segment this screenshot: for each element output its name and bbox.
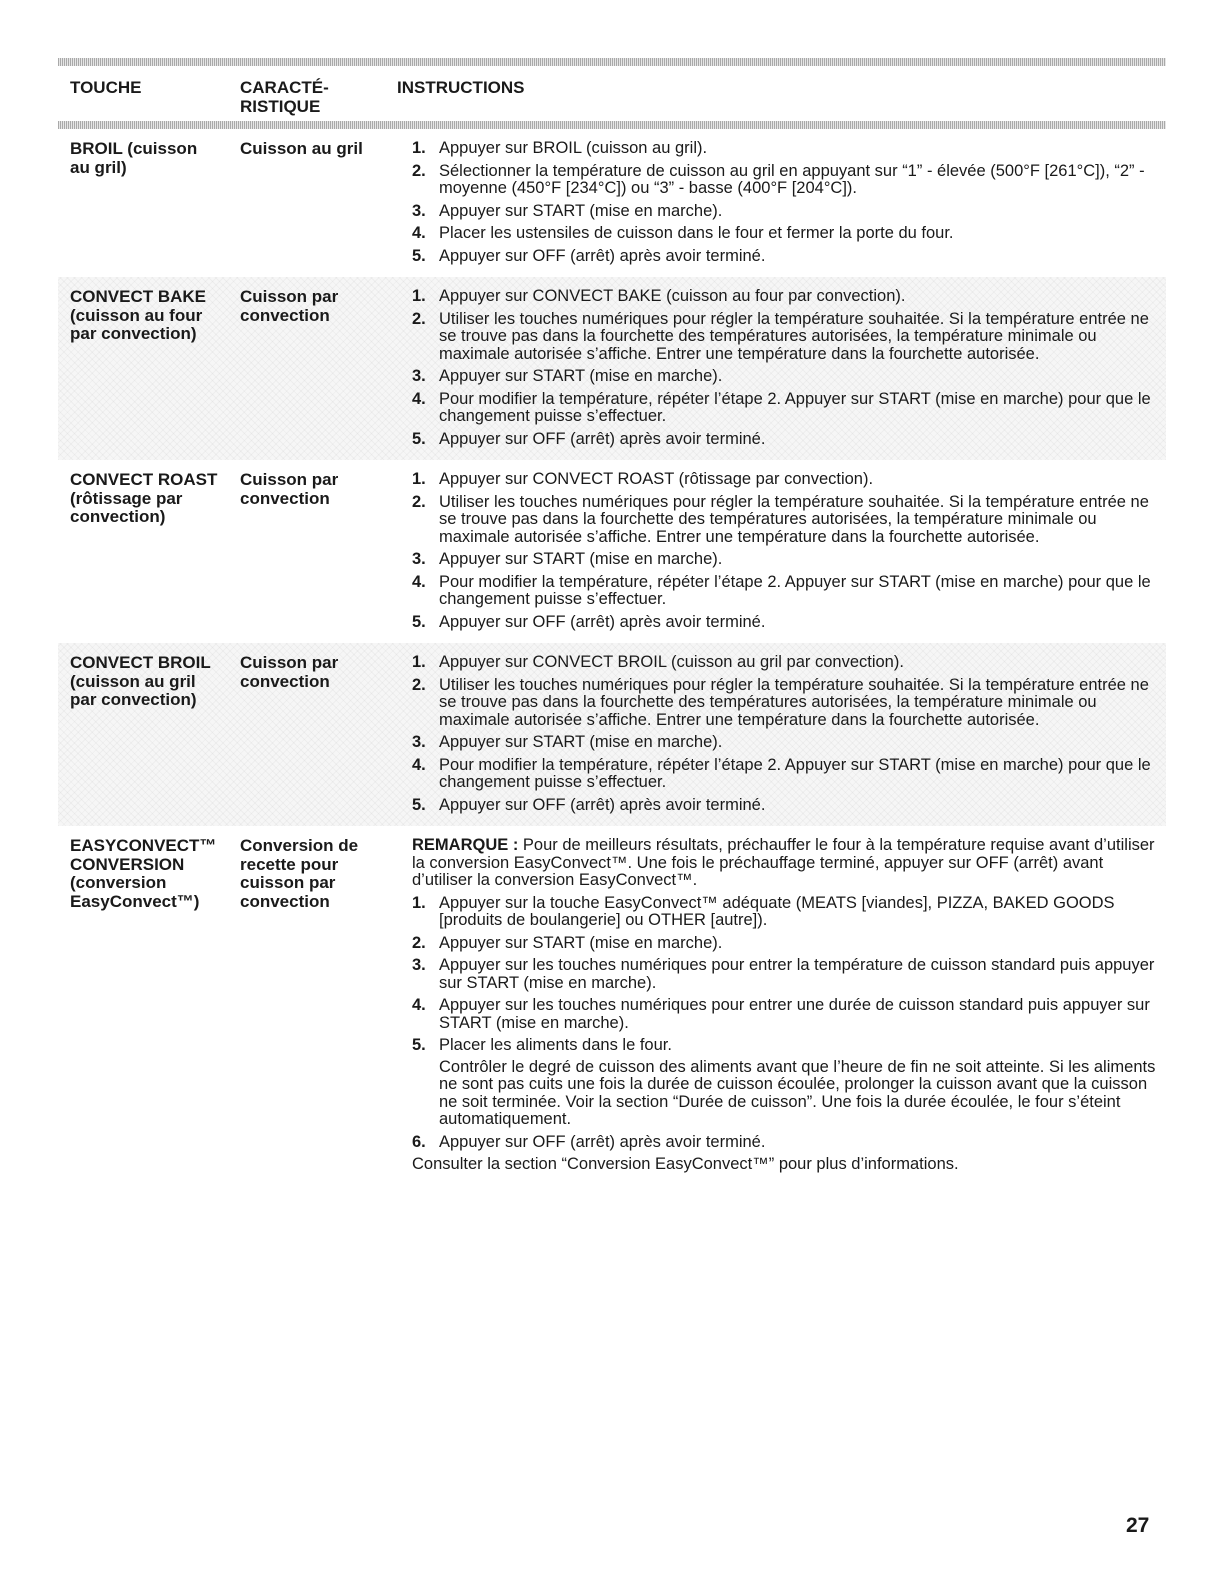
row-instructions	[397, 468, 1166, 631]
row-feature: Conversion de recette pour cuisson par convection	[240, 836, 359, 911]
note-label: REMARQUE :	[412, 836, 519, 854]
table-row-convect-roast	[58, 460, 1166, 643]
step-number: 4.	[412, 996, 426, 1014]
step-number: 3.	[412, 733, 426, 751]
step-text: Appuyer sur START (mise en marche).	[439, 550, 723, 568]
row-feature: Cuisson par convection	[240, 287, 339, 325]
step-text: Pour modifier la température, répéter l’étape 2. Appuyer sur START (mise en marche) pour que le changement puisse s’effectuer.	[439, 755, 1151, 791]
step-item	[412, 391, 1166, 426]
step-text: Appuyer sur OFF (arrêt) après avoir terminé.	[439, 612, 766, 631]
step-item	[412, 734, 1166, 752]
row-key: CONVECT BAKE (cuisson au four par convection)	[70, 287, 207, 343]
row-feature: Cuisson par convection	[240, 470, 339, 508]
step-item	[412, 203, 1166, 221]
step-text: Appuyer sur START (mise en marche).	[439, 201, 723, 220]
table-row-convect-bake	[58, 277, 1166, 460]
step-text: Appuyer sur START (mise en marche).	[439, 733, 723, 751]
table-row-convect-broil	[58, 643, 1166, 826]
row-instructions	[397, 834, 1166, 1174]
step-number: 4.	[412, 389, 426, 408]
step-item	[412, 797, 1166, 815]
step-text: Appuyer sur OFF (arrêt) après avoir terminé.	[439, 429, 766, 448]
step-number: 2.	[412, 675, 426, 694]
step-text: Placer les aliments dans le four.	[439, 1036, 672, 1054]
header-instructions: INSTRUCTIONS	[397, 78, 525, 97]
step-5-detail: Contrôler le degré de cuisson des aliments avant que l’heure de fin ne soit atteinte. Si les aliments ne sont pas cuits une fois la durée de cuisson écoulée, prolonger la cuisson avant que la cuisson ne soit terminée. Voir la section “Durée de cuisson”. Une fois la durée écoulée, le four s’éteint automatiquement.	[439, 1057, 1156, 1128]
row-instructions	[397, 285, 1166, 448]
step-item	[412, 288, 1166, 306]
row-key: CONVECT ROAST (rôtissage par convection)	[70, 470, 218, 526]
step-number: 1.	[412, 893, 426, 912]
step-number: 2.	[412, 309, 426, 328]
step-item	[412, 997, 1166, 1032]
step-item	[412, 654, 1166, 672]
row-key: CONVECT BROIL (cuisson au gril par convection)	[70, 653, 211, 709]
step-item	[412, 574, 1166, 609]
row-feature: Cuisson par convection	[240, 653, 339, 691]
step-number: 5.	[412, 1036, 426, 1054]
row-key: EASYCONVECT™ CONVERSION (conversion EasyConvect™)	[70, 836, 217, 911]
step-item	[412, 895, 1166, 930]
header-caracteristique: CARACTÉ- RISTIQUE	[240, 78, 329, 116]
step-number: 5.	[412, 429, 426, 448]
step-number: 2.	[412, 161, 426, 180]
step-number: 6.	[412, 1132, 426, 1151]
row-feature: Cuisson au gril	[240, 139, 363, 158]
step-item	[412, 248, 1166, 266]
step-number: 2.	[412, 933, 426, 952]
step-item	[412, 311, 1166, 364]
step-text: Appuyer sur CONVECT ROAST (rôtissage par convection).	[439, 470, 874, 488]
step-text: Appuyer sur OFF (arrêt) après avoir terminé.	[439, 246, 766, 265]
step-text: Pour modifier la température, répéter l’étape 2. Appuyer sur START (mise en marche) pour que le changement puisse s’effectuer.	[439, 572, 1151, 608]
step-number: 1.	[412, 139, 426, 157]
step-item	[412, 471, 1166, 489]
step-text: Utiliser les touches numériques pour régler la température souhaitée. Si la température entrée ne se trouve pas dans la fourchette des températures autorisées, la température minimale ou maximale autorisée s’affiche. Entrer une température dans la fourchette autorisée.	[439, 309, 1149, 363]
step-text: Appuyer sur les touches numériques pour entrer une durée de cuisson standard puis appuyer sur START (mise en marche).	[439, 996, 1150, 1032]
row-key: BROIL (cuisson au gril)	[70, 139, 198, 177]
table-row-easyconvect	[58, 826, 1166, 1186]
step-number: 4.	[412, 755, 426, 774]
step-text: Pour modifier la température, répéter l’étape 2. Appuyer sur START (mise en marche) pour que le changement puisse s’effectuer.	[439, 389, 1151, 425]
step-number: 3.	[412, 367, 426, 385]
step-number: 1.	[412, 653, 426, 671]
see-section-note: Consulter la section “Conversion EasyConvect™” pour plus d’informations.	[412, 1155, 959, 1173]
step-item	[412, 163, 1166, 198]
step-item	[412, 494, 1166, 547]
step-item	[412, 431, 1166, 449]
step-text: Placer les ustensiles de cuisson dans le four et fermer la porte du four.	[439, 224, 954, 242]
header-rule	[58, 121, 1166, 129]
step-item	[412, 1134, 1166, 1152]
step-text: Appuyer sur START (mise en marche).	[439, 933, 723, 952]
step-number: 3.	[412, 956, 426, 974]
step-number: 1.	[412, 287, 426, 305]
step-item	[412, 140, 1166, 158]
step-text: Appuyer sur CONVECT BAKE (cuisson au four par convection).	[439, 287, 906, 305]
page-number: 27	[1126, 1514, 1150, 1537]
step-item	[412, 757, 1166, 792]
step-text: Appuyer sur la touche EasyConvect™ adéquate (MEATS [viandes], PIZZA, BAKED GOODS [produits de boulangerie] ou OTHER [autre]).	[439, 893, 1115, 929]
step-number: 5.	[412, 795, 426, 814]
step-number: 2.	[412, 492, 426, 511]
step-number: 3.	[412, 550, 426, 568]
step-item	[412, 551, 1166, 569]
table-header	[58, 66, 1166, 121]
step-text: Appuyer sur OFF (arrêt) après avoir terminé.	[439, 795, 766, 814]
note-text: Pour de meilleurs résultats, préchauffer le four à la température requise avant d’utiliser la conversion EasyConvect™. Une fois le préchauffage terminé, appuyer sur OFF (arrêt) avant d’utiliser la conversion EasyConvect™.	[412, 836, 1155, 889]
step-text: Appuyer sur START (mise en marche).	[439, 367, 723, 385]
step-number: 4.	[412, 572, 426, 591]
step-text: Appuyer sur CONVECT BROIL (cuisson au gril par convection).	[439, 653, 904, 671]
step-text: Utiliser les touches numériques pour régler la température souhaitée. Si la température entrée ne se trouve pas dans la fourchette des températures autorisées, la température minimale ou maximale autorisée s’affiche. Entrer une température dans la fourchette autorisée.	[439, 492, 1149, 546]
row-instructions	[397, 651, 1166, 814]
step-number: 5.	[412, 612, 426, 631]
table-row-broil	[58, 129, 1166, 277]
step-item	[412, 677, 1166, 730]
step-text: Appuyer sur OFF (arrêt) après avoir terminé.	[439, 1132, 766, 1151]
step-item	[412, 614, 1166, 632]
page-content	[58, 58, 1166, 1186]
step-text: Sélectionner la température de cuisson au gril en appuyant sur “1” - élevée (500°F [261°C]), “2” - moyenne (450°F [234°C]) ou “3” - basse (400°F [204°C]).	[439, 161, 1145, 197]
note-paragraph	[412, 837, 1166, 890]
step-number: 1.	[412, 470, 426, 488]
step-item	[412, 225, 1166, 243]
step-number: 3.	[412, 201, 426, 220]
step-item	[412, 957, 1166, 992]
step-item	[412, 1037, 1166, 1055]
step-text: Appuyer sur les touches numériques pour entrer la température de cuisson standard puis appuyer sur START (mise en marche).	[439, 956, 1155, 992]
top-rule	[58, 58, 1166, 66]
step-text: Utiliser les touches numériques pour régler la température souhaitée. Si la température entrée ne se trouve pas dans la fourchette des températures autorisées, la température minimale ou maximale autorisée s’affiche. Entrer une température dans la fourchette autorisée.	[439, 675, 1149, 729]
step-item	[412, 935, 1166, 953]
step-text: Appuyer sur BROIL (cuisson au gril).	[439, 139, 708, 157]
row-instructions	[397, 137, 1166, 265]
step-number: 5.	[412, 246, 426, 265]
step-number: 4.	[412, 224, 426, 242]
step-item	[412, 368, 1166, 386]
header-touche: TOUCHE	[70, 78, 142, 97]
